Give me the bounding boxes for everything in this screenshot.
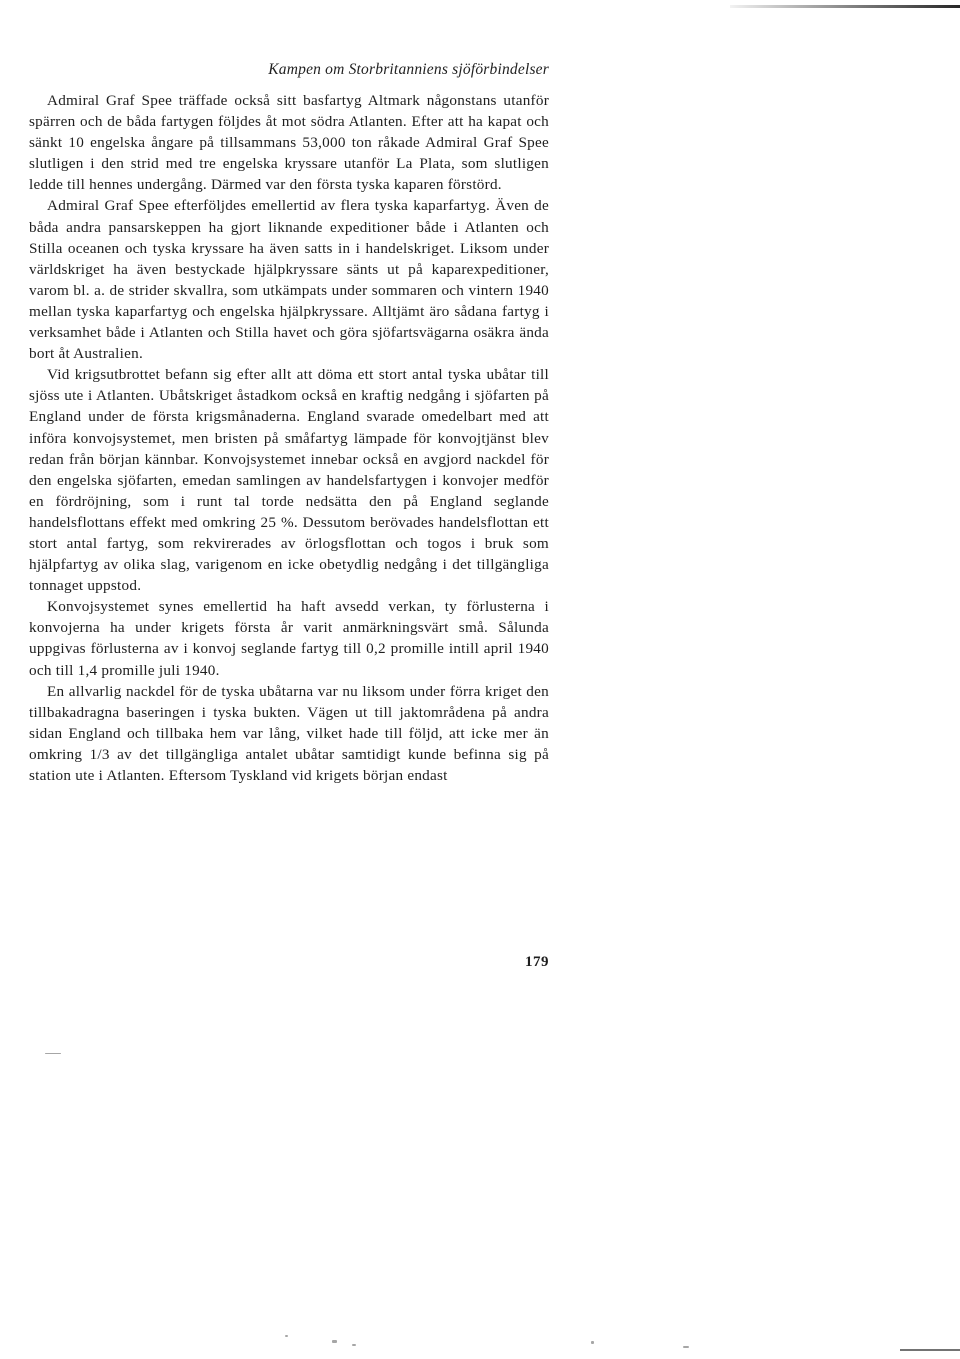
scan-speck xyxy=(683,1346,689,1348)
paragraph: Admiral Graf Spee träffade också sitt basfartyg Altmark någonstans utanför spärren och de båda fartygen följdes åt mot södra Atlanten. Efter att ha kapat och sänkt 10 engelska ångare på tillsammans 53,000 ton råkade Admiral Graf Spee slutligen i den strid med tre engelska kryssare utanför La Plata, som slutligen ledde till hennes undergång. Därmed var den första tyska kaparen förstörd. xyxy=(29,92,549,194)
body-text xyxy=(29,90,549,786)
scan-speck xyxy=(285,1335,288,1337)
scan-speck xyxy=(45,1053,61,1054)
scan-speck xyxy=(332,1340,337,1343)
paragraph: Admiral Graf Spee efterföljdes emellertid av flera tyska kaparfartyg. Även de båda andra pansarskeppen ha gjort liknande expeditioner både i Atlanten och Stilla oceanen och tyska kryssare ha även satts in i handelskriget. Liksom under världskriget ha även bestyckade hjälpkryssare sänts ut på kaparexpeditioner, varom bl. a. de strider skvallra, som utkämpats under sommaren och vintern 1940 mellan tyska kaparfartyg och engelska hjälpkryssare. Alltjämt äro sådana fartyg i verksamhet både i Atlanten och Stilla havet och göra sjöfartsvägarna osäkra ända bort åt Australien. xyxy=(29,197,549,363)
scan-speck xyxy=(591,1341,594,1344)
running-head: Kampen om Storbritanniens sjöförbindelser xyxy=(268,61,549,78)
paragraph: En allvarlig nackdel för de tyska ubåtarna var nu liksom under förra kriget den tillbakadragna baseringen i tyska bukten. Vägen ut till jaktområdena på andra sidan England och tillbaka hem var lång, vilket hade till följd, att icke mer än omkring 1/3 av det tillgängliga antalet ubåtar samtidigt kunde befinna sig på station ute i Atlanten. Eftersom Tyskland vid krigets början endast xyxy=(29,682,549,784)
scan-artifact-top xyxy=(730,5,960,8)
scan-speck xyxy=(352,1344,356,1346)
paragraph: Konvojsystemet synes emellertid ha haft avsedd verkan, ty förlusterna i konvojerna ha under krigets första år varit anmärkningsvärt små. Sålunda uppgivas förlusterna av i konvoj seglande fartyg till 0,2 promille intill april 1940 och till 1,4 promille juli 1940. xyxy=(29,598,549,679)
paragraph: Vid krigsutbrottet befann sig efter allt att döma ett stort antal tyska ubåtar till sjöss ute i Atlanten. Ubåtskriget åstadkom också en kraftig nedgång i sjöfarten på England under de första krigsmånaderna. England svarade omedelbart med att införa konvojsystemet, men bristen på småfartyg lämpade för konvojtjänst blev redan från början kännbar. Konvojsystemet innebar också en avgjord nackdel för den engelska sjöfarten, emedan samlingen av handelsfartygen i konvojer medför en fördröjning, som i runt tal torde nedsätta den på England seglande handelsflottans effekt med omkring 25 %. Dessutom berövades handelsflottan ett stort antal fartyg, som rekvirerades av örlogsflottan och togos i bruk som hjälpfartyg av olika slag, varigenom en icke obetydlig nedgång i det tillgängliga tonnaget uppstod. xyxy=(29,366,549,595)
scan-artifact-bottom xyxy=(900,1349,960,1351)
page-number: 179 xyxy=(525,954,549,970)
book-page xyxy=(29,0,549,1359)
